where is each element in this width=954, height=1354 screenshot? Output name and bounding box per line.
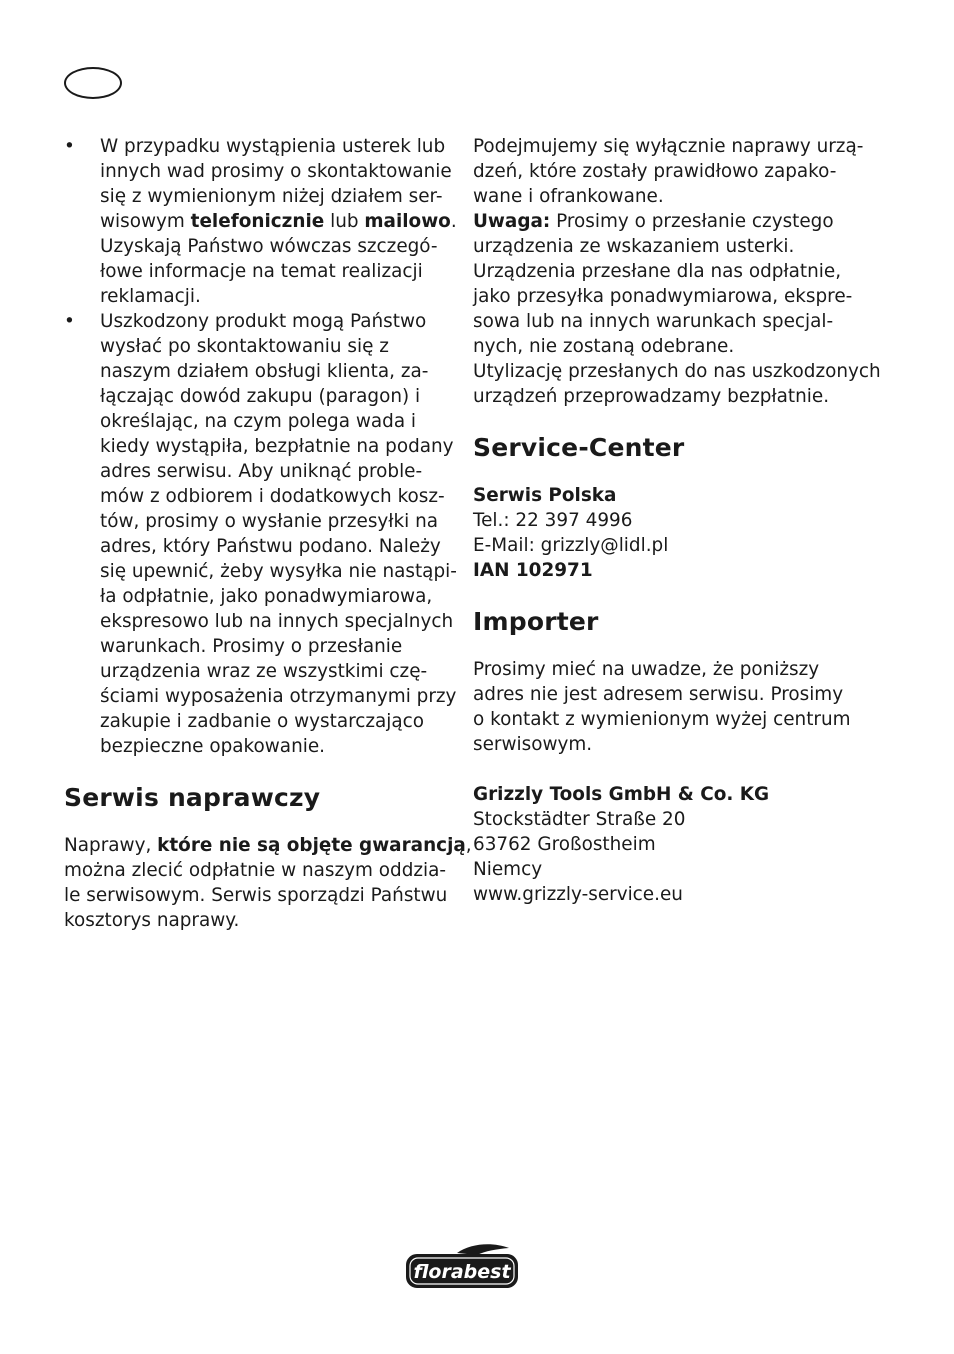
text-run: zakupie i zadbanie o wystarczająco <box>100 711 425 732</box>
text-line <box>100 159 452 184</box>
text-run: le serwisowym. Serwis sporządzi Państwu <box>64 885 448 906</box>
text-run: Uzyskają Państwo wówczas szczegó- <box>100 236 438 257</box>
text-run: serwisowym. <box>473 734 593 755</box>
text-line <box>100 584 452 609</box>
text-run: o kontakt z wymienionym wyżej centrum <box>473 709 851 730</box>
text-line <box>473 134 868 159</box>
text-run: Utylizację przesłanych do nas uszkodzonych <box>473 361 881 382</box>
text-run: Naprawy, <box>64 835 158 856</box>
bullet-item <box>64 134 457 309</box>
text-line <box>100 384 452 409</box>
text-run: warunkach. Prosimy o przesłanie <box>100 636 403 657</box>
text-run: można zlecić odpłatnie w naszym oddzia- <box>64 860 447 881</box>
bold-text: które nie są objęte gwarancją <box>157 835 466 856</box>
text-run: innych wad prosimy o skontaktowanie <box>100 161 452 182</box>
bold-text: telefonicznie <box>190 211 325 232</box>
text-line <box>100 184 452 209</box>
text-run: reklamacji. <box>100 286 201 307</box>
florabest-logo <box>405 1243 519 1289</box>
repair-paragraph <box>64 833 472 933</box>
text-line <box>64 858 452 883</box>
service-center-heading: Service-Center <box>473 433 685 462</box>
text-run: się upewnić, żeby wysyłka nie nastąpi- <box>100 561 457 582</box>
text-run: bezpieczne opakowanie. <box>100 736 325 757</box>
importer-heading: Importer <box>473 607 599 636</box>
bullet-item <box>64 309 457 759</box>
text-run: mów z odbiorem i dodatkowych kosz- <box>100 486 445 507</box>
text-run: kosztorys naprawy. <box>64 910 240 931</box>
text-run: ekspresowo lub na innych specjalnych <box>100 611 454 632</box>
text-line <box>473 334 868 359</box>
text-line <box>473 384 868 409</box>
text-run: się z wymienionym niżej działem ser- <box>100 186 443 207</box>
text-line <box>473 184 868 209</box>
service-center-block <box>473 483 868 583</box>
text-run: urządzenia ze wskazaniem usterki. <box>473 236 795 257</box>
text-run: nych, nie zostaną odebrane. <box>473 336 735 357</box>
text-line <box>473 259 868 284</box>
bold-text: Uwaga: <box>473 211 551 232</box>
text-line <box>100 434 452 459</box>
importer-website: www.grizzly-service.eu <box>473 884 683 905</box>
text-run: adres, który Państwu podano. Należy <box>100 536 441 557</box>
text-line <box>473 234 868 259</box>
text-line <box>100 559 457 584</box>
service-email: E-Mail: grizzly@lidl.pl <box>473 535 669 556</box>
text-run: Podejmujemy się wyłącznie naprawy urzą- <box>473 136 864 157</box>
text-line <box>473 732 868 757</box>
text-run: urządzeń przeprowadzamy bezpłatnie. <box>473 386 830 407</box>
text-line <box>473 682 868 707</box>
text-line <box>473 707 868 732</box>
importer-street: Stockstädter Straße 20 <box>473 809 686 830</box>
text-line <box>100 534 452 559</box>
left-column <box>64 134 472 933</box>
text-line <box>100 684 457 709</box>
bullet-list <box>64 134 457 759</box>
text-line <box>64 883 452 908</box>
text-run: . <box>450 211 457 232</box>
text-run: łączając dowód zakupu (paragon) i <box>100 386 421 407</box>
text-run: adres serwisu. Aby uniknąć proble- <box>100 461 423 482</box>
logo-text: florabest <box>413 1261 511 1283</box>
intro-paragraph <box>473 134 881 409</box>
right-column <box>473 134 881 907</box>
text-line <box>64 833 472 858</box>
text-run: łowe informacje na temat realizacji <box>100 261 423 282</box>
text-line <box>100 359 452 384</box>
text-line <box>100 284 452 309</box>
text-run: tów, prosimy o wysłanie przesyłki na <box>100 511 439 532</box>
text-run: adres nie jest adresem serwisu. Prosimy <box>473 684 844 705</box>
text-run: Prosimy mieć na uwadze, że poniższy <box>473 659 820 680</box>
text-run: urządzenia wraz ze wszystkimi czę- <box>100 661 428 682</box>
text-run: jako przesyłka ponadwymiarowa, ekspre- <box>473 286 853 307</box>
text-line <box>100 409 452 434</box>
text-run: W przypadku wystąpienia usterek lub <box>100 136 446 157</box>
importer-note <box>473 657 868 757</box>
importer-country: Niemcy <box>473 859 543 880</box>
importer-company: Grizzly Tools GmbH & Co. KG <box>473 784 770 805</box>
service-phone: Tel.: 22 397 4996 <box>473 510 633 531</box>
service-ian: IAN 102971 <box>473 560 593 581</box>
text-line <box>100 634 452 659</box>
text-run: sowa lub na innych warunkach specjal- <box>473 311 834 332</box>
text-line <box>100 134 452 159</box>
text-line <box>100 459 452 484</box>
text-line <box>100 484 452 509</box>
repair-heading: Serwis naprawczy <box>64 783 321 812</box>
bullet-marker: • <box>64 311 75 332</box>
text-line <box>100 734 452 759</box>
text-run: wysłać po skontaktowaniu się z <box>100 336 389 357</box>
text-run: naszym działem obsługi klienta, za- <box>100 361 429 382</box>
text-line <box>100 234 452 259</box>
text-line <box>473 209 868 234</box>
text-run: , <box>465 835 472 856</box>
text-line <box>100 334 452 359</box>
text-line <box>100 509 452 534</box>
text-run: dzeń, które zostały prawidłowo zapako- <box>473 161 837 182</box>
text-line <box>100 209 457 234</box>
bullet-marker: • <box>64 136 75 157</box>
text-line <box>473 359 881 384</box>
importer-address <box>473 782 868 907</box>
text-line <box>100 609 452 634</box>
text-run: Prosimy o przesłanie czystego <box>550 211 834 232</box>
text-run: wane i ofrankowane. <box>473 186 664 207</box>
text-run: ła odpłatnie, jako ponadwymiarowa, <box>100 586 433 607</box>
text-run: Uszkodzony produkt mogą Państwo <box>100 311 427 332</box>
text-line <box>100 709 452 734</box>
language-badge <box>64 67 122 99</box>
text-run: lub <box>324 211 365 232</box>
text-run: kiedy wystąpiła, bezpłatnie na podany <box>100 436 454 457</box>
text-line <box>473 657 868 682</box>
text-line <box>473 159 868 184</box>
text-line <box>100 259 452 284</box>
text-line <box>100 659 452 684</box>
text-line <box>100 309 452 334</box>
text-run: wisowym <box>100 211 191 232</box>
text-line <box>473 309 868 334</box>
text-run: ściami wyposażenia otrzymanymi przy <box>100 686 457 707</box>
text-line <box>473 284 868 309</box>
text-run: określając, na czym polega wada i <box>100 411 417 432</box>
bold-text: mailowo <box>364 211 451 232</box>
text-line <box>64 908 452 933</box>
importer-city: 63762 Großostheim <box>473 834 656 855</box>
service-name: Serwis Polska <box>473 485 617 506</box>
text-run: Urządzenia przesłane dla nas odpłatnie, <box>473 261 842 282</box>
